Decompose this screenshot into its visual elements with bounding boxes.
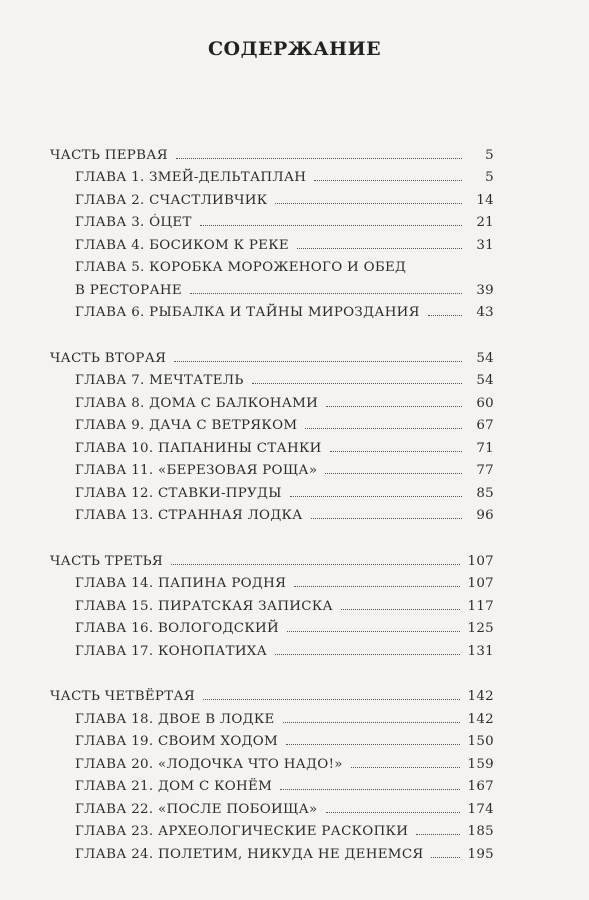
toc-part-heading-label: ЧАСТЬ ВТОРАЯ [50,350,167,366]
toc-chapter-entry[interactable] [50,230,494,253]
page-number: 131 [467,643,494,659]
dot-leader [176,158,462,159]
page-number: 85 [476,485,494,501]
page-number: 14 [476,192,494,208]
toc-chapter-entry[interactable] [50,817,494,840]
dot-leader [252,383,462,384]
toc-chapter-entry-label: ГЛАВА 15. ПИРАТСКАЯ ЗАПИСКА [75,598,333,614]
toc-chapter-entry-label: ГЛАВА 9. ДАЧА С ВЕТРЯКОМ [75,418,298,433]
page-number: 117 [467,598,494,614]
page-number: 21 [476,215,494,230]
toc-chapter-entry[interactable] [50,839,494,862]
dot-leader [428,315,462,316]
dot-leader [287,631,460,632]
toc-chapter-entry[interactable] [50,433,494,456]
toc-part [50,343,494,523]
toc-chapter-entry-label: ГЛАВА 17. КОНОПАТИХА [75,643,268,659]
page-number: 185 [467,824,494,839]
toc-part [50,546,494,659]
toc-chapter-entry[interactable] [50,591,494,614]
toc-chapter-entry[interactable] [50,727,494,750]
toc-chapter-entry[interactable] [50,749,494,772]
toc-chapter-entry[interactable] [50,366,494,389]
dot-leader [283,722,460,723]
page-number: 150 [467,734,494,749]
page-number: 142 [467,689,494,704]
table-of-contents [50,140,494,885]
toc-chapter-entry-label: ГЛАВА 2. СЧАСТЛИВЧИК [75,192,268,208]
dot-leader [305,428,462,429]
toc-part-heading[interactable] [50,140,494,163]
toc-chapter-entry-label: ГЛАВА 7. МЕЧТАТЕЛЬ [75,373,244,388]
dot-leader [190,293,462,294]
page-number: 54 [476,350,494,366]
dot-leader [431,857,459,858]
toc-chapter-entry[interactable] [50,704,494,727]
page-number: 174 [467,801,494,817]
toc-chapter-entry[interactable] [50,501,494,524]
dot-leader [171,564,459,565]
page-number: 67 [476,418,494,433]
toc-chapter-entry[interactable] [50,388,494,411]
toc-chapter-entry-label: ГЛАВА 3. ÓЦЕТ [75,215,192,230]
page-number: 107 [467,553,494,569]
toc-chapter-entry-continued-label: В РЕСТОРАНЕ [75,282,182,298]
toc-chapter-entry-label: ГЛАВА 1. ЗМЕЙ-ДЕЛЬТАПЛАН [75,170,307,185]
dot-leader [200,225,462,226]
toc-chapter-entry-label: ГЛАВА 24. ПОЛЕТИМ, НИКУДА НЕ ДЕНЕМСЯ [75,846,424,862]
toc-chapter-entry[interactable] [50,478,494,501]
toc-chapter-entry-label: ГЛАВА 22. «ПОСЛЕ ПОБОИЩА» [75,801,318,817]
toc-chapter-entry-label: ГЛАВА 16. ВОЛОГОДСКИЙ [75,621,279,636]
toc-chapter-entry[interactable] [50,298,494,321]
page-number: 125 [467,621,494,636]
page-number: 167 [467,779,494,794]
toc-chapter-entry[interactable] [50,456,494,479]
toc-chapter-entry-label: ГЛАВА 6. РЫБАЛКА И ТАЙНЫ МИРОЗДАНИЯ [75,305,420,320]
toc-chapter-entry-label: ГЛАВА 18. ДВОЕ В ЛОДКЕ [75,711,275,727]
toc-chapter-entry-label: ГЛАВА 14. ПАПИНА РОДНЯ [75,576,287,591]
dot-leader [203,699,460,700]
page-number: 31 [476,237,494,253]
toc-chapter-entry[interactable] [50,253,494,276]
toc-chapter-entry[interactable] [50,208,494,231]
dot-leader [314,180,462,181]
toc-chapter-entry-label: ГЛАВА 21. ДОМ С КОНЁМ [75,779,273,794]
page-number: 96 [476,508,494,523]
page-number: 5 [485,170,494,185]
dot-leader [325,473,462,474]
page-number: 159 [467,756,494,772]
toc-part [50,682,494,862]
toc-part-heading-label: ЧАСТЬ ЧЕТВЁРТАЯ [50,689,196,704]
dot-leader [341,609,460,610]
toc-chapter-entry[interactable] [50,636,494,659]
toc-chapter-entry-label: ГЛАВА 12. СТАВКИ-ПРУДЫ [75,485,282,501]
page-number: 77 [476,463,494,478]
dot-leader [311,518,462,519]
toc-chapter-entry[interactable] [50,794,494,817]
toc-chapter-entry[interactable] [50,163,494,186]
toc-chapter-entry-label: ГЛАВА 19. СВОИМ ХОДОМ [75,734,279,749]
page-number: 39 [476,282,494,298]
toc-part-heading[interactable] [50,343,494,366]
toc-part-heading[interactable] [50,546,494,569]
dot-leader [330,451,462,452]
toc-chapter-entry-label: ГЛАВА 23. АРХЕОЛОГИЧЕСКИЕ РАСКОПКИ [75,824,409,839]
page-number: 107 [467,576,494,591]
page-number: 71 [476,440,494,456]
toc-chapter-entry-label: ГЛАВА 13. СТРАННАЯ ЛОДКА [75,508,303,523]
toc-part-heading[interactable] [50,682,494,705]
toc-chapter-entry[interactable] [50,614,494,637]
page-number: 60 [476,395,494,411]
page-title: СОДЕРЖАНИЕ [207,38,382,60]
dot-leader [174,361,462,362]
toc-chapter-entry-label: ГЛАВА 5. КОРОБКА МОРОЖЕНОГО И ОБЕД [75,260,407,275]
page-number: 54 [476,373,494,388]
toc-chapter-entry-label: ГЛАВА 4. БОСИКОМ К РЕКЕ [75,237,289,253]
toc-part-heading-label: ЧАСТЬ ПЕРВАЯ [50,147,168,163]
toc-chapter-entry-label: ГЛАВА 11. «БЕРЕЗОВАЯ РОЩА» [75,463,318,478]
page-number: 5 [485,147,494,163]
dot-leader [297,248,462,249]
toc-chapter-entry-label: ГЛАВА 20. «ЛОДОЧКА ЧТО НАДО!» [75,756,343,772]
toc-chapter-entry[interactable] [50,772,494,795]
toc-chapter-entry-continued[interactable] [50,275,494,298]
dot-leader [280,789,459,790]
dot-leader [326,406,462,407]
page-number: 43 [476,305,494,320]
page-number: 142 [467,711,494,727]
toc-chapter-entry-label: ГЛАВА 10. ПАПАНИНЫ СТАНКИ [75,440,322,456]
page-number: 195 [467,846,494,862]
dot-leader [286,744,459,745]
toc-chapter-entry[interactable] [50,569,494,592]
toc-part-heading-label: ЧАСТЬ ТРЕТЬЯ [50,553,164,569]
dot-leader [290,496,462,497]
toc-part [50,140,494,320]
dot-leader [275,654,459,655]
toc-chapter-entry[interactable] [50,185,494,208]
dot-leader [294,586,459,587]
dot-leader [351,767,460,768]
dot-leader [275,203,462,204]
dot-leader [326,812,460,813]
toc-chapter-entry[interactable] [50,411,494,434]
dot-leader [416,834,459,835]
toc-chapter-entry-label: ГЛАВА 8. ДОМА С БАЛКОНАМИ [75,395,319,411]
